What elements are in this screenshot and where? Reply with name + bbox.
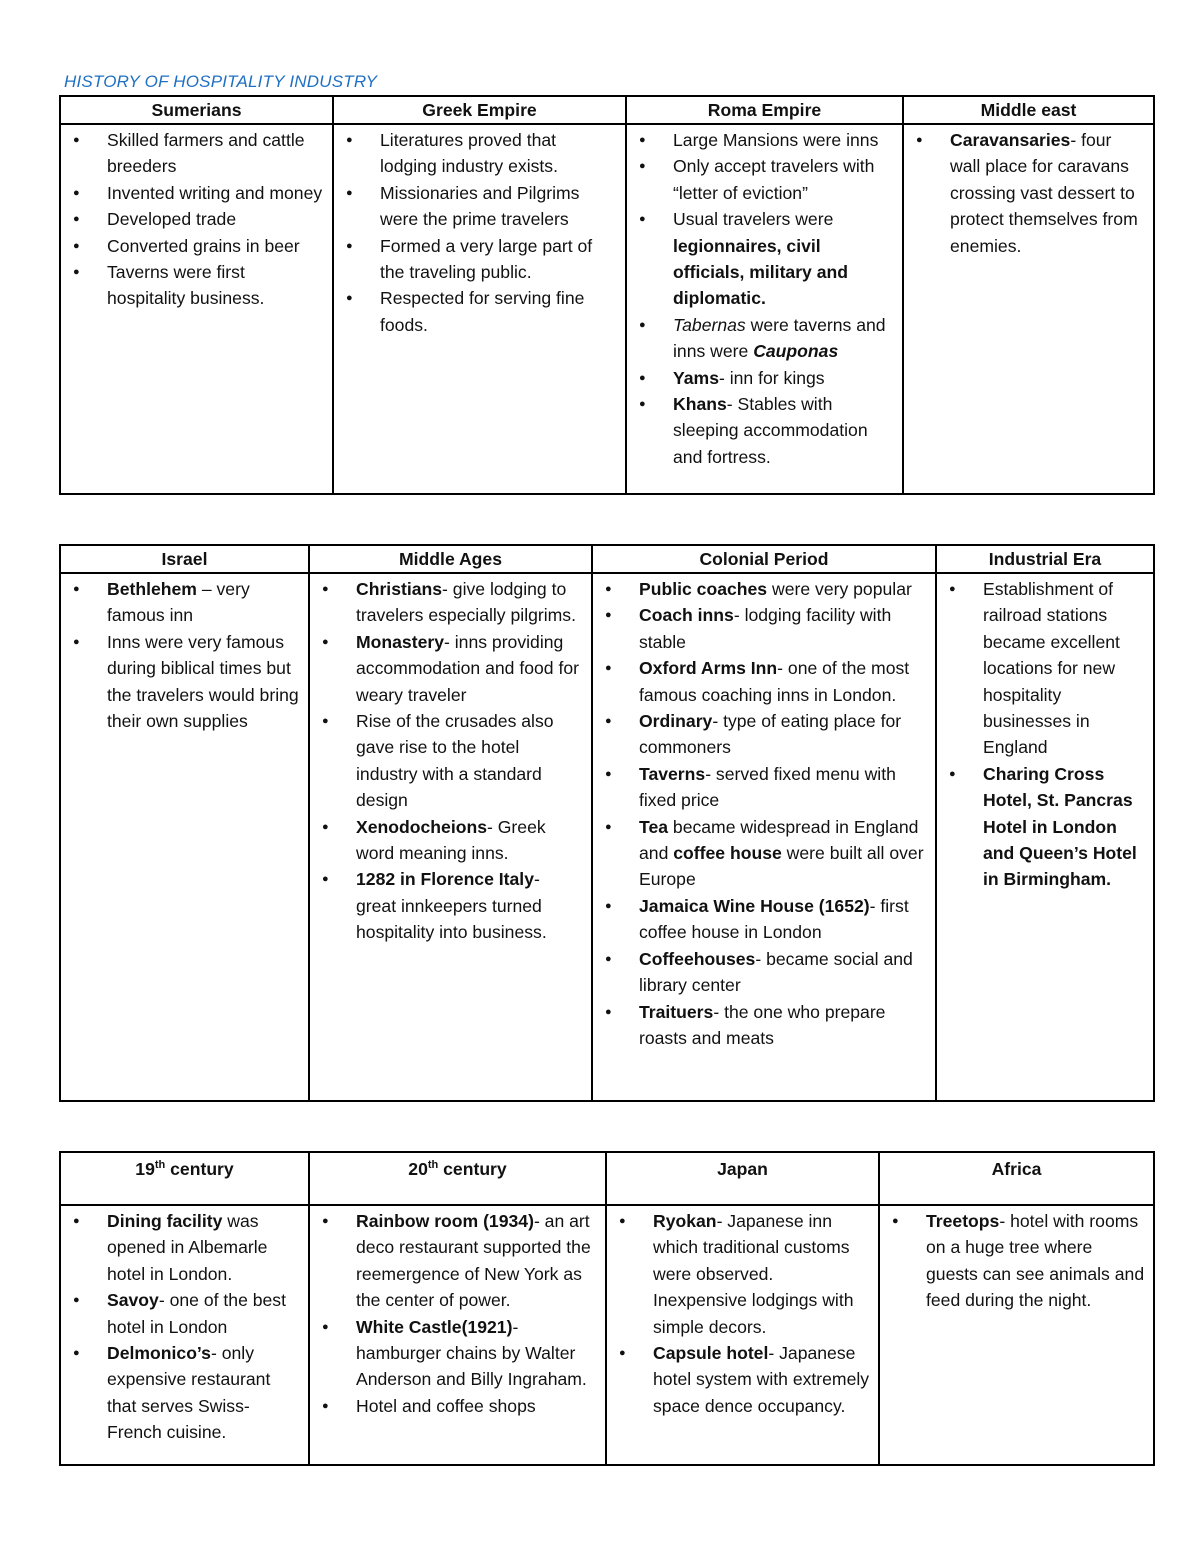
bullet-text: - four wall place for caravans crossing vast dessert to protect themselves from enemies. xyxy=(950,130,1138,256)
bullet-text: - Japanese hotel system with extremely space dence occupancy. xyxy=(653,1343,870,1416)
table-row xyxy=(60,1205,1154,1465)
era-table-ancient xyxy=(59,95,1155,495)
bullet-item xyxy=(627,312,894,365)
bullet-item xyxy=(627,206,894,312)
bullet-item xyxy=(310,866,583,945)
bullet-text: - hamburger chains by Walter Anderson and Billy Ingraham. xyxy=(356,1316,587,1390)
bullet-item xyxy=(310,708,583,814)
bullet-text: - inn for kings xyxy=(718,367,825,388)
bullet-text: Public coaches xyxy=(639,579,768,599)
bullet-text: Formed a very large part of the traveling public. xyxy=(380,235,593,283)
bullet-text: Caravansaries xyxy=(950,130,1071,150)
bullet-list xyxy=(627,127,894,470)
bullet-text: Savoy xyxy=(107,1290,159,1311)
bullet-text: Traituers xyxy=(639,1001,714,1022)
bullet-item xyxy=(61,576,300,629)
column-header: Colonial Period xyxy=(592,545,936,573)
table-cell xyxy=(626,124,903,494)
bullet-text: - great innkeepers turned hospitality into business. xyxy=(356,869,547,943)
bullet-item xyxy=(593,946,927,999)
table-cell xyxy=(333,124,626,494)
bullet-item xyxy=(593,602,927,655)
bullet-list xyxy=(904,127,1145,259)
bullet-text: was opened in Albemarle hotel in London. xyxy=(107,1211,268,1284)
bullet-list xyxy=(607,1208,870,1419)
bullet-text: Christians xyxy=(356,579,443,599)
bullet-item xyxy=(937,761,1145,893)
bullet-item xyxy=(61,1287,300,1340)
bullet-item xyxy=(61,206,324,232)
column-header: Middle east xyxy=(903,96,1154,124)
bullet-text: - the one who prepare roasts and meats xyxy=(639,1001,886,1048)
bullet-text: Dining facility xyxy=(107,1211,223,1231)
bullet-list xyxy=(61,576,300,734)
bullet-text: - an art deco restaurant supported the reemergence of New York as the center of power. xyxy=(356,1211,591,1311)
bullet-text: - served fixed menu with fixed price xyxy=(639,763,896,811)
bullet-text: Bethlehem xyxy=(107,579,197,599)
header-text: century xyxy=(438,1159,507,1179)
bullet-item xyxy=(310,814,583,867)
bullet-text: Jamaica Wine House (1652) xyxy=(639,895,870,916)
bullet-item xyxy=(593,761,927,814)
table-cell xyxy=(309,1205,606,1465)
bullet-text: - Japanese inn which traditional customs were observed. Inexpensive lodgings with simple decors. xyxy=(653,1211,854,1337)
header-text: Japan xyxy=(717,1159,768,1179)
bullet-text: Missionaries and Pilgrims were the prime travelers xyxy=(380,182,580,230)
table-header-row xyxy=(60,545,1154,573)
header-text: 20 xyxy=(408,1159,428,1179)
table-row xyxy=(60,573,1154,1101)
bullet-item xyxy=(627,391,894,470)
bullet-text: were built all over Europe xyxy=(639,843,924,890)
column-header xyxy=(879,1152,1154,1205)
bullet-text: Taverns were first hospitality business. xyxy=(107,262,265,309)
bullet-list xyxy=(937,576,1145,893)
bullet-text: - give lodging to travelers especially pilgrims. xyxy=(356,579,576,626)
bullet-list xyxy=(334,127,617,338)
bullet-text: were very popular xyxy=(767,579,912,599)
table-cell xyxy=(879,1205,1154,1465)
bullet-text: Coach inns xyxy=(639,605,734,626)
table-cell xyxy=(936,573,1154,1101)
bullet-text: Tea xyxy=(639,816,669,837)
table-cell xyxy=(606,1205,879,1465)
bullet-text: - first coffee house in London xyxy=(639,895,909,943)
bullet-text: Developed trade xyxy=(107,209,237,230)
bullet-item xyxy=(593,999,927,1052)
table-header-row xyxy=(60,1152,1154,1205)
bullet-text: Skilled farmers and cattle breeders xyxy=(107,130,305,177)
bullet-item xyxy=(334,180,617,233)
bullet-item xyxy=(593,576,927,602)
bullet-text: - only expensive restaurant that serves Swiss-French cuisine. xyxy=(107,1343,271,1443)
bullet-text: were taverns and inns were xyxy=(673,314,886,362)
bullet-list xyxy=(880,1208,1145,1314)
column-header: Industrial Era xyxy=(936,545,1154,573)
bullet-text: White Castle(1921) xyxy=(356,1316,513,1337)
bullet-item xyxy=(334,127,617,180)
bullet-text: Invented writing and money xyxy=(107,182,323,203)
bullet-list xyxy=(61,127,324,312)
column-header: Middle Ages xyxy=(309,545,592,573)
bullet-text: Rainbow room (1934) xyxy=(356,1211,534,1231)
bullet-text: - type of eating place for commoners xyxy=(639,711,902,758)
bullet-text: - one of the best hotel in London xyxy=(107,1290,286,1337)
bullet-text: Hotel and coffee shops xyxy=(356,1395,536,1416)
bullet-text: Literatures proved that lodging industry exists. xyxy=(380,130,558,177)
bullet-item xyxy=(593,814,927,893)
header-superscript: th xyxy=(427,1159,439,1172)
bullet-text: - lodging facility with stable xyxy=(639,605,892,652)
bullet-text: Taverns xyxy=(639,763,706,784)
bullet-text: Delmonico’s xyxy=(107,1343,211,1364)
bullet-text: - Stables with sleeping accommodation and fortress. xyxy=(673,394,868,467)
bullet-item xyxy=(61,1340,300,1446)
bullet-list xyxy=(61,1208,300,1446)
bullet-text: Inns were very famous during biblical times but the travelers would bring their own supplies xyxy=(107,631,299,732)
header-superscript: th xyxy=(154,1159,166,1172)
header-text: 19 xyxy=(135,1159,155,1179)
column-header: Sumerians xyxy=(60,96,333,124)
bullet-item xyxy=(593,655,927,708)
bullet-item xyxy=(310,1314,597,1393)
bullet-item xyxy=(904,127,1145,259)
table-cell xyxy=(60,573,309,1101)
column-header xyxy=(606,1152,879,1205)
table-cell xyxy=(60,1205,309,1465)
bullet-list xyxy=(310,576,583,946)
bullet-text: Coffeehouses xyxy=(639,948,756,969)
table-header-row xyxy=(60,96,1154,124)
bullet-item xyxy=(61,629,300,735)
bullet-item xyxy=(607,1208,870,1340)
bullet-text: Yams xyxy=(673,367,719,388)
bullet-text: Rise of the crusades also gave rise to the hotel industry with a standard design xyxy=(356,711,554,811)
table-row xyxy=(60,124,1154,494)
bullet-item xyxy=(310,1393,597,1419)
bullet-item xyxy=(61,259,324,312)
bullet-text: Treetops xyxy=(926,1211,1000,1231)
bullet-text: Ordinary xyxy=(639,711,713,732)
bullet-text: Large Mansions were inns xyxy=(673,130,879,150)
bullet-text: Only accept travelers with “letter of eviction” xyxy=(673,156,875,203)
bullet-text: Ryokan xyxy=(653,1211,717,1231)
bullet-text: Xenodocheions xyxy=(356,816,487,837)
bullet-text: became widespread in England and xyxy=(639,816,919,864)
bullet-item xyxy=(310,576,583,629)
column-header: Roma Empire xyxy=(626,96,903,124)
bullet-text: Capsule hotel xyxy=(653,1343,769,1364)
bullet-text: Tabernas xyxy=(673,314,746,335)
bullet-item xyxy=(334,233,617,286)
bullet-item xyxy=(310,629,583,708)
bullet-text: Charing Cross Hotel, St. Pancras Hotel in London and Queen’s Hotel in Birmingham. xyxy=(983,763,1137,890)
bullet-text: Monastery xyxy=(356,631,444,652)
table-cell xyxy=(60,124,333,494)
bullet-text: Khans xyxy=(673,394,727,415)
bullet-item xyxy=(607,1340,870,1419)
bullet-text: Oxford Arms Inn xyxy=(639,658,778,679)
bullet-text: - hotel with rooms on a huge tree where guests can see animals and feed during the night. xyxy=(926,1211,1145,1311)
column-header: Israel xyxy=(60,545,309,573)
bullet-item xyxy=(61,127,324,180)
bullet-text: Respected for serving fine foods. xyxy=(380,288,585,335)
bullet-text: Establishment of railroad stations became excellent locations for new hospitality businesses in England xyxy=(983,579,1120,758)
era-table-medieval xyxy=(59,544,1155,1102)
bullet-list xyxy=(310,1208,597,1419)
table-cell xyxy=(903,124,1154,494)
bullet-text: - inns providing accommodation and food for weary traveler xyxy=(356,631,579,705)
bullet-text: 1282 in Florence Italy xyxy=(356,869,534,890)
bullet-item xyxy=(61,180,324,206)
header-text: Africa xyxy=(991,1159,1042,1179)
era-table-modern xyxy=(59,1151,1155,1466)
document-title: HISTORY OF HOSPITALITY INDUSTRY xyxy=(64,72,378,91)
bullet-text: Converted grains in beer xyxy=(107,235,300,256)
bullet-text: Usual travelers were xyxy=(673,209,834,230)
table-cell xyxy=(592,573,936,1101)
bullet-item xyxy=(593,708,927,761)
bullet-text: Cauponas xyxy=(753,341,839,362)
bullet-item xyxy=(627,365,894,391)
column-header xyxy=(309,1152,606,1205)
bullet-item xyxy=(593,893,927,946)
bullet-item xyxy=(334,285,617,338)
bullet-text: - one of the most famous coaching inns in London. xyxy=(639,658,910,705)
bullet-text: - Greek word meaning inns. xyxy=(356,816,546,864)
bullet-item xyxy=(310,1208,597,1314)
column-header: Greek Empire xyxy=(333,96,626,124)
bullet-text: - became social and library center xyxy=(639,948,913,996)
bullet-item xyxy=(937,576,1145,761)
bullet-item xyxy=(627,153,894,206)
table-cell xyxy=(309,573,592,1101)
column-header xyxy=(60,1152,309,1205)
bullet-item xyxy=(880,1208,1145,1314)
bullet-text: – very famous inn xyxy=(107,579,250,626)
bullet-text: coffee house xyxy=(673,843,782,864)
header-text: century xyxy=(165,1159,234,1179)
bullet-item xyxy=(61,233,324,259)
bullet-item xyxy=(627,127,894,153)
bullet-item xyxy=(61,1208,300,1287)
bullet-list xyxy=(593,576,927,1051)
bullet-text: legionnaires, civil officials, military and diplomatic. xyxy=(673,235,849,309)
